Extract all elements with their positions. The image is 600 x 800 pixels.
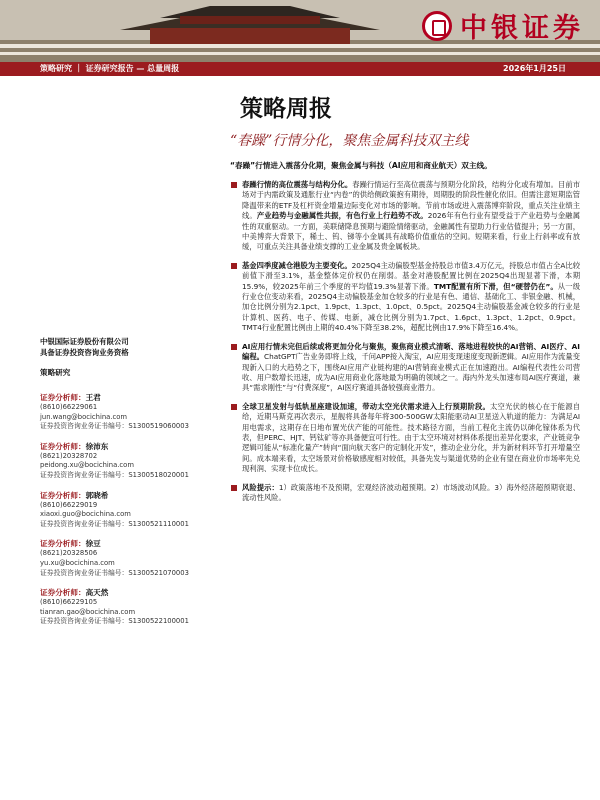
analyst-phone: (8610)66229061 bbox=[40, 403, 98, 411]
bank-logo-icon bbox=[422, 11, 452, 41]
analyst-cert: 证券投资咨询业务证书编号：S1300518020001 bbox=[40, 470, 189, 479]
brand-logo bbox=[422, 6, 584, 45]
bullet-item: 基金四季度减仓港股为主要变化。2025Q4主动偏股型基金持股总市值3.4万亿元，持股总市值占全A比较前值下滑至3.1%，基金整体定价权仍在削弱。基金对港股配置比例在2025Q4出现显著下滑，本期15.9%，较2025年前三个季度的平均值19.3%显著下滑。TMT配置有所下滑，但“硬替仍在”。从一级行业仓位变动来看，2025Q4主动偏股基金加仓较多的行业是有色、通信、基础化工、非银金融、机械，加仓比例分别为2.1pct、1.9pct、1.3pct、1.0pct、0.5pct。2025Q4主动偏股基金减仓较多的行业是计算机、医药、电子、传媒、电新，减仓比例分别为1.7pct、1.6pct、1.3pct、1.2pct、0.9pct。TMT4行业配置比例由上期的40.4%下降至38.2%，超配比例由17.9%下降至16.4%。 bbox=[230, 261, 580, 334]
analyst-name: 徐豆 bbox=[85, 539, 101, 549]
analyst-card: 证券分析师：徐沛东 (8621)20328702 peidong.xu@bocichina.com 证券投资咨询业务证书编号：S1300518020001 bbox=[40, 441, 225, 481]
analyst-card: 证券分析师：徐豆 (8621)20328506 yu.xu@bocichina.com 证券投资咨询业务证书编号：S1300521070003 bbox=[40, 538, 225, 578]
bullet-item: 全球卫星发射与低轨星座建设加速，带动太空光伏需求进入上行预期阶段。太空光伏的核心在于能源自给，近期马斯克再次表示，星舰将具备每年将300-500GW太阳能驱动AI卫星送入轨道的能力：为满足AI用电需求，这期存在日地布置光伏产能的可能性。技术路径方面，当前工程化主流仍以砷化镓体系为代表，但PERC、HJT、钙钛矿等亦具备便宜可行性。由于太空环境对材料体系提出差异化要求，产业链竞争逻辑可能从“标准化量产”转向“面向航天客户的定制化开发”，推动企业分化，并为新材料环节打开增量空间。成本端来看，太空场景对价格敏感度相对较低，具备先发与渠道优势的企业有望在商业价市场率先兑现利润、实现卡位成长。 bbox=[230, 402, 580, 475]
report-date: 2026年1月25日 bbox=[503, 64, 566, 73]
analyst-name: 郭晓希 bbox=[85, 490, 109, 500]
analyst-email[interactable]: peidong.xu@bocichina.com bbox=[40, 461, 134, 470]
analyst-phone: (8621)20328506 bbox=[40, 549, 98, 558]
analyst-email[interactable]: yu.xu@bocichina.com bbox=[40, 558, 115, 567]
analyst-email[interactable]: xiaoxi.guo@bocichina.com bbox=[40, 510, 131, 519]
qualification: 具备证券投资咨询业务资格 bbox=[40, 348, 129, 357]
report-title: 策略周报 bbox=[240, 95, 332, 122]
bullet-item: 春躁行情的高位震荡与结构分化。春躁行情运行至高位震荡与预期分化阶段，结构分化或有增加。目前市场对于内需政策及通胀行业“内卷”的供给侧政策抱有期待，周期股的阶段性催化依旧。但需注意短期监管降温带来的ETF及杠杆资金增量边际变化对市场的影响。节前市场或进入震荡博弈阶段，重点关注业绩主线。产业趋势与金融属性共振，有色行业上行趋势不改。2026年有色行业有望受益于产业趋势与金融属性的双重驱动。一方面，美联储降息预期与避险情绪驱动，金融属性有望助力行业估值提升；另一方面，中美博弈大背景下，稀土、钨、锑等小金属具有战略价值重估的空间。短期来看，行业上行斜率或有放缓，可重点关注具备业绩支撑的工业金属及贵金属板块。 bbox=[230, 180, 580, 253]
report-info-bar bbox=[0, 62, 600, 76]
analyst-sidebar bbox=[40, 336, 225, 627]
section-title: 策略研究 bbox=[40, 368, 71, 377]
analyst-phone: (8610)66229019 bbox=[40, 500, 98, 509]
analyst-name: 王君 bbox=[85, 393, 101, 402]
analyst-card: 证券分析师：郭晓希 (8610)66229019 xiaoxi.guo@bocichina.com 证券投资咨询业务证书编号：S1300521110001 bbox=[40, 490, 225, 530]
brand-name: 中银证券 bbox=[460, 13, 584, 44]
analyst-cert: 证券投资咨询业务证书编号：S1300522100001 bbox=[40, 617, 189, 626]
analyst-phone: (8610)66229105 bbox=[40, 598, 98, 607]
breadcrumb: 策略研究 ｜ 证券研究报告 — 总量周报 bbox=[40, 64, 180, 73]
analyst-name: 高天然 bbox=[85, 588, 109, 598]
analyst-email[interactable]: tianran.gao@bocichina.com bbox=[40, 607, 136, 616]
analyst-email[interactable]: jun.wang@bocichina.com bbox=[40, 412, 127, 421]
analyst-cert: 证券投资咨询业务证书编号：S1300519060003 bbox=[40, 422, 189, 431]
company-name: 中银国际证券股份有限公司 bbox=[40, 337, 129, 346]
analyst-card: 证券分析师：高天然 (8610)66229105 tianran.gao@bocichina.com 证券投资咨询业务证书编号：S1300522100001 bbox=[40, 587, 225, 627]
analyst-card: 证券分析师：王君 (8610)66229061 jun.wang@bocichina.com 证券投资咨询业务证书编号：S1300519060003 bbox=[40, 392, 225, 432]
summary-bullets bbox=[230, 180, 580, 511]
bullet-item: AI应用行情未完但后续或将更加分化与聚焦，聚焦商业模式清晰、落地进程较快的AI营销、AI医疗、AI编程。ChatGPT广告业务即将上线，千问APP接入淘宝，AI应用变现速度变现新逻辑。AI应用作为流量变现新入口的大趋势之下，围绕AI应用产业链构建的AI营销商业模式正在加速跑出。AI编程代表性公司营收、用户数增长迅速，成为AI应用商业化落地最为明确的领域之一。海内外龙头加速布局AI医疗赛道，兼具“需求刚性”与“付费深度”，AI医疗赛道具备较强商业潜力。 bbox=[230, 342, 580, 394]
lead-summary: “春躁”行情进入震荡分化期，聚焦金属与科技（AI应用和商业航天）双主线。 bbox=[230, 161, 492, 170]
risk-warning: 风险提示：1）政策落地不及预期，宏观经济波动超预期。2）市场波动风险。3）海外经济超预期衰退、流动性风险。 bbox=[230, 483, 580, 504]
analyst-cert: 证券投资咨询业务证书编号：S1300521110001 bbox=[40, 519, 189, 528]
analyst-cert: 证券投资咨询业务证书编号：S1300521070003 bbox=[40, 568, 189, 577]
analyst-phone: (8621)20328702 bbox=[40, 451, 98, 460]
analyst-name: 徐沛东 bbox=[85, 441, 109, 451]
header-banner bbox=[0, 0, 600, 62]
report-subtitle: “春躁”行情分化，聚焦金属科技双主线 bbox=[230, 133, 469, 149]
